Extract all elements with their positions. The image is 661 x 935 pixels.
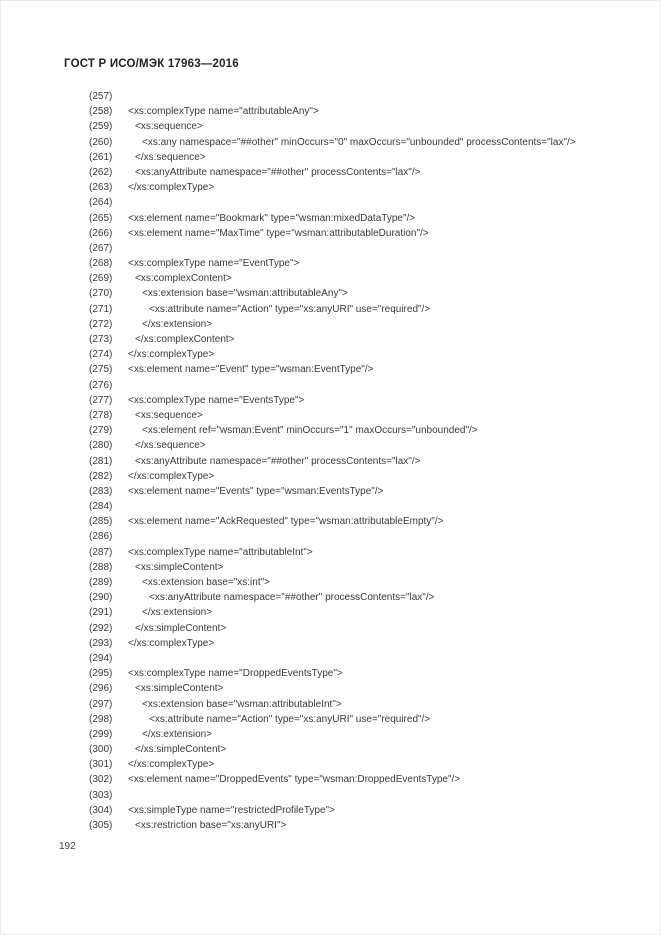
line-text: <xs:element name="Bookmark" type="wsman:mixedDataType"/> xyxy=(128,212,416,224)
line-text: <xs:any namespace="##other" minOccurs="0" maxOccurs="unbounded" processContents="lax"/> xyxy=(142,136,576,148)
line-number: (302) xyxy=(89,774,113,786)
line-text: <xs:complexContent> xyxy=(135,273,232,285)
code-line xyxy=(89,547,650,562)
code-line xyxy=(89,805,650,820)
page-number: 192 xyxy=(59,841,76,852)
code-line xyxy=(89,395,650,410)
code-line xyxy=(89,623,650,638)
code-line xyxy=(89,106,650,121)
code-line xyxy=(89,349,650,364)
line-number: (273) xyxy=(89,334,113,345)
line-text: <xs:complexType name="attributableInt"> xyxy=(128,546,313,558)
line-text: <xs:restriction base="xs:anyURI"> xyxy=(135,820,287,831)
code-line xyxy=(89,653,650,668)
line-text: <xs:simpleType name="restrictedProfileType"> xyxy=(128,804,335,816)
code-line xyxy=(89,91,650,106)
line-text: </xs:complexType> xyxy=(128,349,215,361)
line-number: (280) xyxy=(89,440,113,452)
line-number: (275) xyxy=(89,364,113,376)
code-line xyxy=(89,121,650,136)
line-number: (292) xyxy=(89,622,113,634)
line-number: (288) xyxy=(89,561,113,573)
code-line xyxy=(89,531,650,546)
line-text: <xs:element name="Event" type="wsman:EventType"/> xyxy=(128,364,374,376)
line-number: (261) xyxy=(89,151,113,163)
line-number: (267) xyxy=(89,242,113,254)
code-line xyxy=(89,729,650,744)
line-text: <xs:anyAttribute namespace="##other" processContents="lax"/> xyxy=(149,592,435,604)
line-text: <xs:extension base="xs:int"> xyxy=(142,577,271,588)
code-line xyxy=(89,744,650,759)
code-listing xyxy=(89,91,650,835)
line-text: </xs:complexType> xyxy=(128,759,215,771)
code-line xyxy=(89,790,650,805)
code-line xyxy=(89,638,650,653)
line-number: (296) xyxy=(89,683,113,695)
line-text: <xs:element ref="wsman:Event" minOccurs="1" maxOccurs="unbounded"/> xyxy=(142,425,478,437)
code-line xyxy=(89,258,650,273)
line-number: (270) xyxy=(89,288,113,300)
line-text: <xs:complexType name="EventsType"> xyxy=(128,394,305,406)
code-line xyxy=(89,456,650,471)
line-number: (295) xyxy=(89,668,113,680)
line-text: <xs:element name="MaxTime" type="wsman:attributableDuration"/> xyxy=(128,227,429,239)
line-number: (263) xyxy=(89,182,113,194)
code-line xyxy=(89,440,650,455)
line-number: (277) xyxy=(89,394,113,406)
code-line xyxy=(89,197,650,212)
code-line xyxy=(89,425,650,440)
line-number: (264) xyxy=(89,197,113,209)
code-line xyxy=(89,683,650,698)
line-number: (286) xyxy=(89,531,113,543)
line-number: (274) xyxy=(89,349,113,361)
code-line xyxy=(89,410,650,425)
code-line xyxy=(89,820,650,835)
line-number: (304) xyxy=(89,804,113,816)
code-line xyxy=(89,607,650,622)
line-text: <xs:element name="DroppedEvents" type="wsman:DroppedEventsType"/> xyxy=(128,774,461,786)
code-line xyxy=(89,714,650,729)
code-line xyxy=(89,774,650,789)
line-text: <xs:element name="Events" type="wsman:EventsType"/> xyxy=(128,485,384,497)
line-number: (283) xyxy=(89,485,113,497)
line-number: (268) xyxy=(89,258,113,270)
line-number: (266) xyxy=(89,227,113,239)
code-line xyxy=(89,592,650,607)
line-number: (291) xyxy=(89,607,113,619)
line-number: (289) xyxy=(89,577,113,588)
code-line xyxy=(89,380,650,395)
code-line xyxy=(89,304,650,319)
line-number: (298) xyxy=(89,713,113,725)
code-line xyxy=(89,699,650,714)
code-line xyxy=(89,334,650,349)
line-number: (259) xyxy=(89,121,113,133)
line-text: <xs:complexType name="DroppedEventsType"> xyxy=(128,668,343,680)
line-number: (260) xyxy=(89,136,113,148)
document-header: ГОСТ Р ИСО/МЭК 17963—2016 xyxy=(64,58,239,70)
code-line xyxy=(89,288,650,303)
code-line xyxy=(89,228,650,243)
code-line xyxy=(89,182,650,197)
line-text: <xs:attribute name="Action" type="xs:anyURI" use="required"/> xyxy=(149,713,431,725)
code-line xyxy=(89,577,650,592)
line-number: (258) xyxy=(89,106,113,118)
line-text: <xs:attribute name="Action" type="xs:anyURI" use="required"/> xyxy=(149,303,431,315)
line-number: (265) xyxy=(89,212,113,224)
code-line xyxy=(89,213,650,228)
line-text: <xs:anyAttribute namespace="##other" processContents="lax"/> xyxy=(135,166,421,178)
line-number: (272) xyxy=(89,318,113,330)
line-number: (293) xyxy=(89,637,113,649)
code-line xyxy=(89,152,650,167)
line-text: <xs:simpleContent> xyxy=(135,683,224,695)
line-text: <xs:extension base="wsman:attributableInt"> xyxy=(142,698,342,710)
code-line xyxy=(89,319,650,334)
line-number: (282) xyxy=(89,470,113,482)
line-number: (287) xyxy=(89,546,113,558)
code-line xyxy=(89,137,650,152)
line-text: </xs:extension> xyxy=(142,607,213,619)
line-text: </xs:complexType> xyxy=(128,470,215,482)
code-line xyxy=(89,562,650,577)
code-line xyxy=(89,471,650,486)
line-text: <xs:extension base="wsman:attributableAny"> xyxy=(142,288,348,300)
line-number: (305) xyxy=(89,820,113,831)
line-number: (257) xyxy=(89,91,113,102)
line-text: <xs:sequence> xyxy=(135,409,203,421)
line-number: (301) xyxy=(89,759,113,771)
line-number: (290) xyxy=(89,592,113,604)
line-text: </xs:complexType> xyxy=(128,182,215,194)
line-number: (269) xyxy=(89,273,113,285)
line-text: <xs:element name="AckRequested" type="wsman:attributableEmpty"/> xyxy=(128,516,444,528)
line-text: </xs:sequence> xyxy=(135,151,206,163)
line-text: </xs:sequence> xyxy=(135,440,206,452)
line-number: (278) xyxy=(89,409,113,421)
code-line xyxy=(89,668,650,683)
line-text: <xs:complexType name="attributableAny"> xyxy=(128,106,319,118)
line-text: </xs:simpleContent> xyxy=(135,622,227,634)
line-number: (279) xyxy=(89,425,113,437)
line-number: (285) xyxy=(89,516,113,528)
line-number: (299) xyxy=(89,728,113,740)
line-text: </xs:complexContent> xyxy=(135,334,235,345)
line-number: (271) xyxy=(89,303,113,315)
line-number: (300) xyxy=(89,744,113,756)
code-line xyxy=(89,759,650,774)
line-number: (294) xyxy=(89,652,113,664)
line-text: <xs:complexType name="EventType"> xyxy=(128,258,300,270)
line-number: (284) xyxy=(89,501,113,513)
line-text: </xs:extension> xyxy=(142,728,213,740)
code-line xyxy=(89,364,650,379)
line-text: <xs:sequence> xyxy=(135,121,203,133)
line-text: </xs:simpleContent> xyxy=(135,744,227,756)
line-text: </xs:extension> xyxy=(142,318,213,330)
code-line xyxy=(89,486,650,501)
code-line xyxy=(89,243,650,258)
code-line xyxy=(89,501,650,516)
line-number: (297) xyxy=(89,698,113,710)
code-line xyxy=(89,167,650,182)
line-number: (262) xyxy=(89,166,113,178)
line-number: (303) xyxy=(89,789,113,801)
line-text: <xs:simpleContent> xyxy=(135,561,224,573)
code-line xyxy=(89,516,650,531)
line-number: (281) xyxy=(89,455,113,467)
line-text: </xs:complexType> xyxy=(128,637,215,649)
code-line xyxy=(89,273,650,288)
line-number: (276) xyxy=(89,379,113,391)
line-text: <xs:anyAttribute namespace="##other" processContents="lax"/> xyxy=(135,455,421,467)
